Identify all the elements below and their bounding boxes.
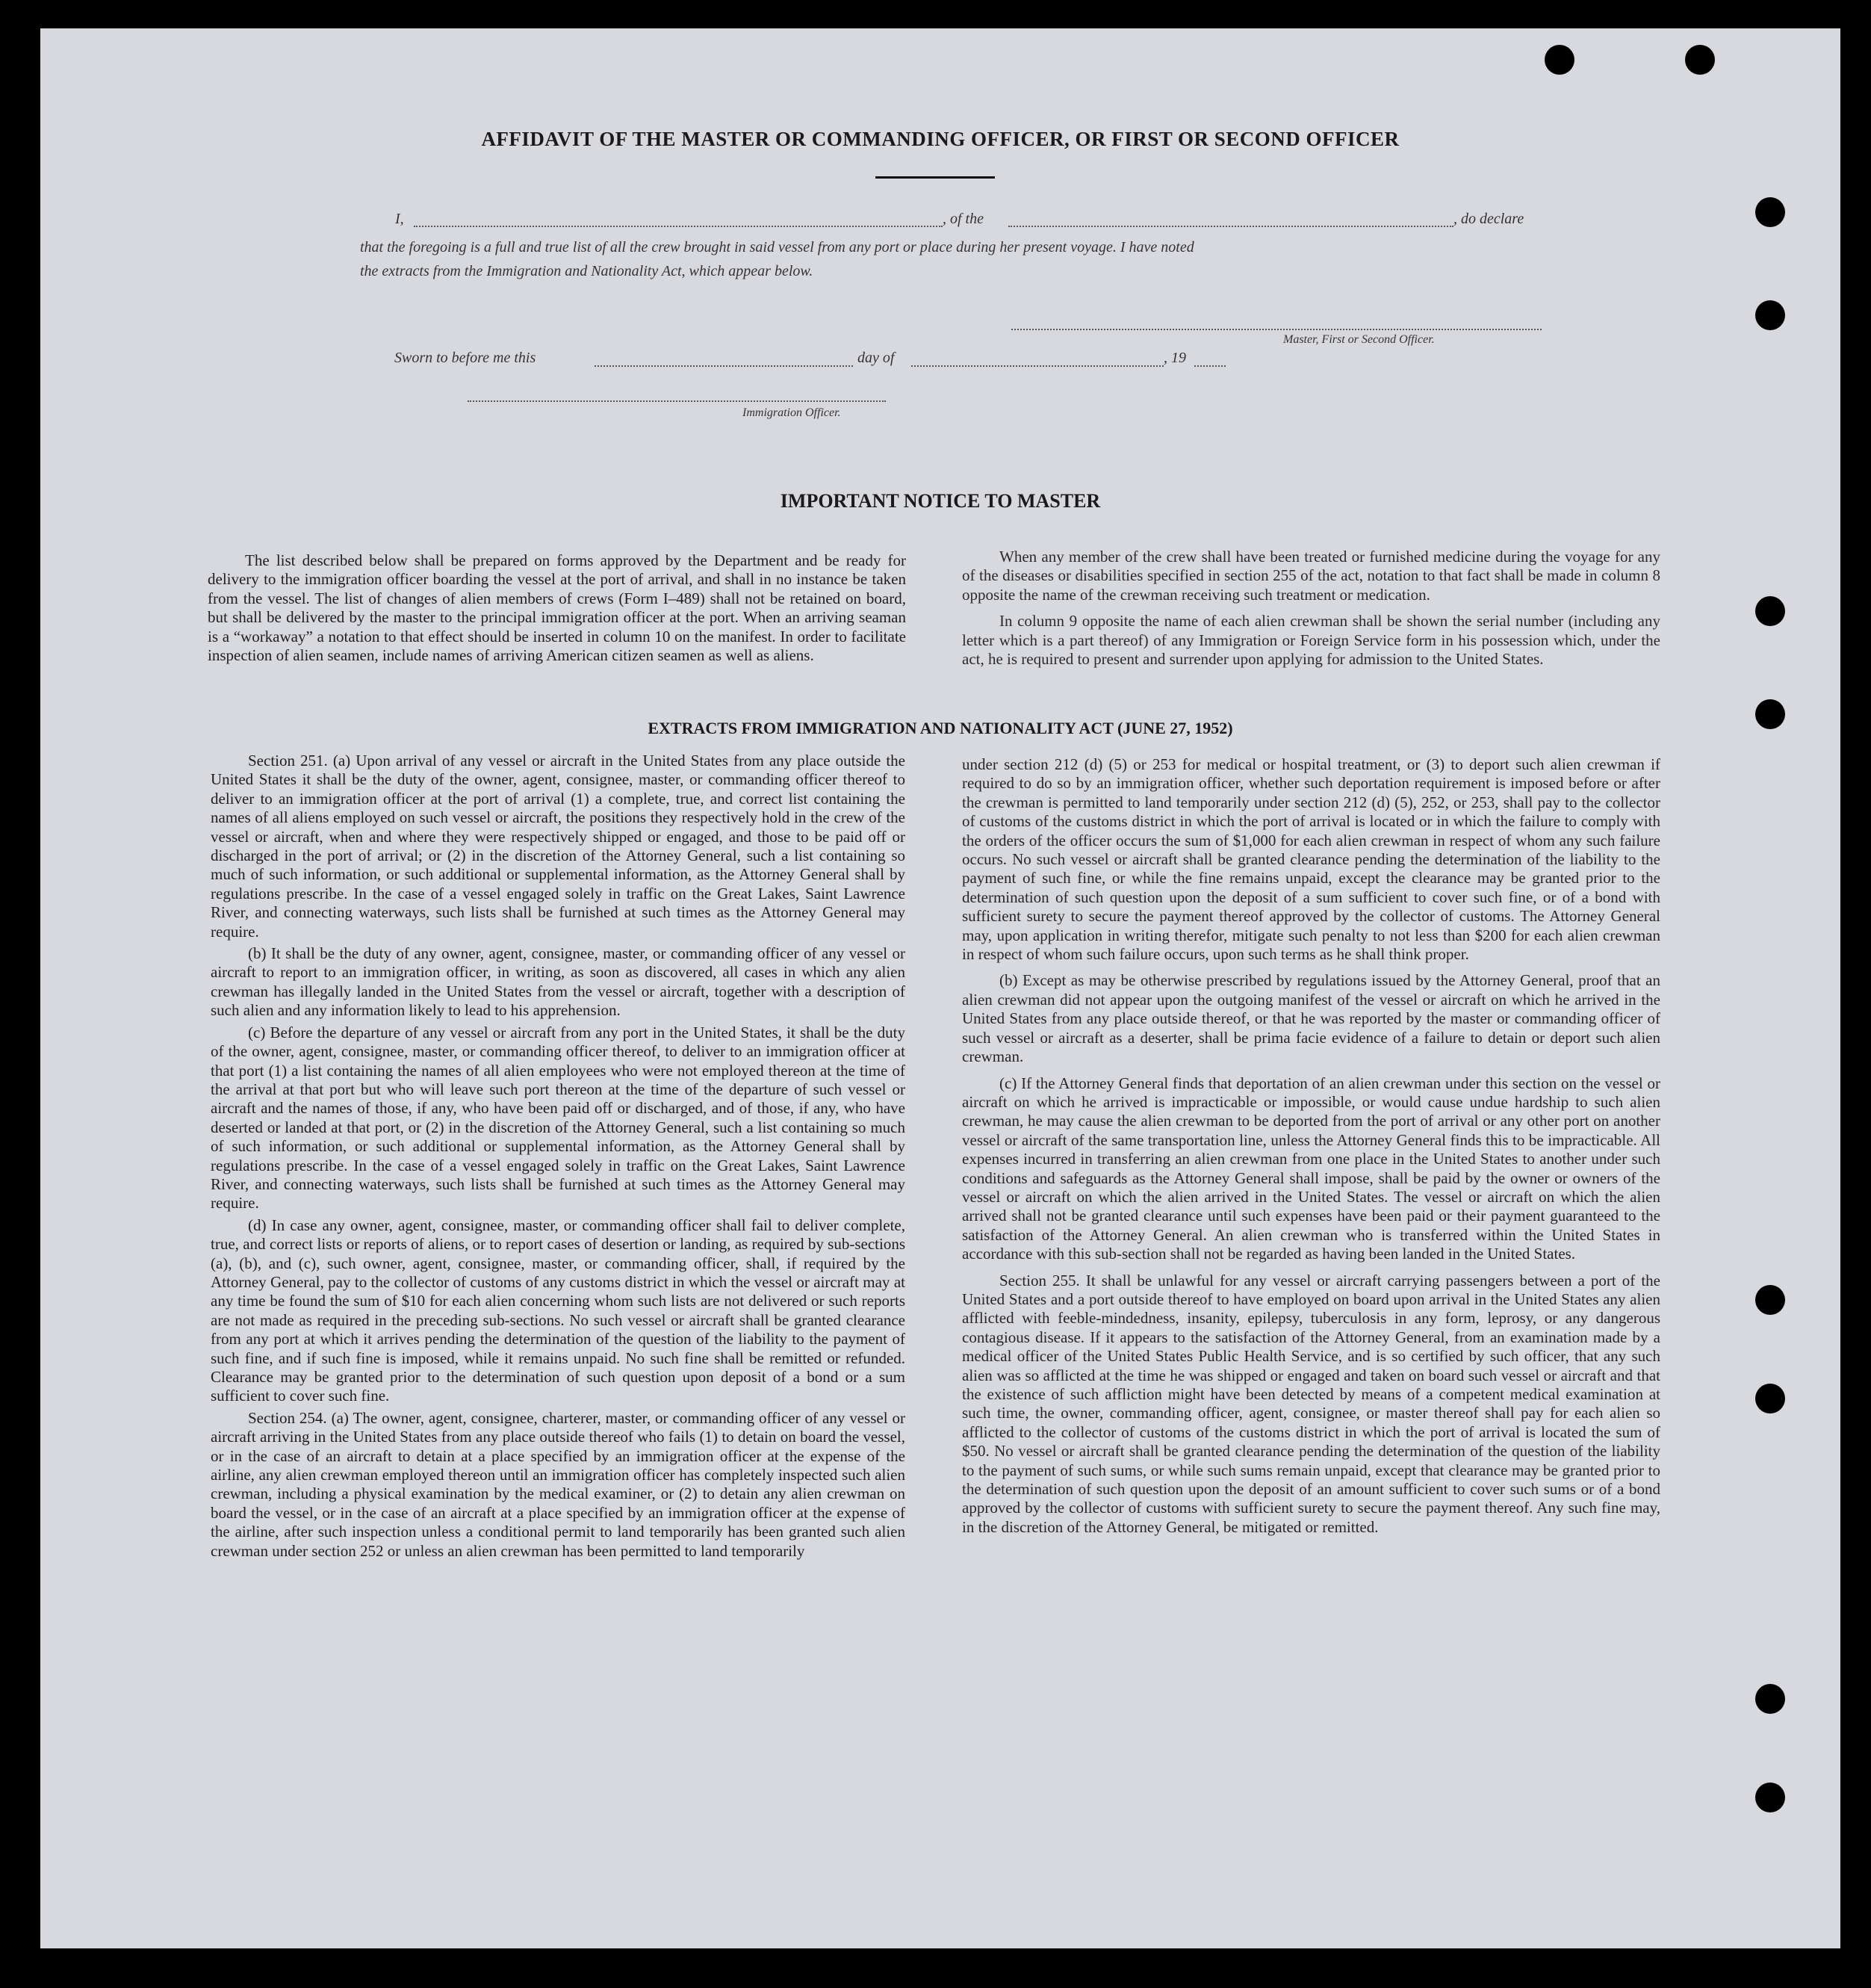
sworn-day-blank-line bbox=[595, 365, 853, 367]
name-blank-line bbox=[414, 226, 943, 227]
section-254-a-continued: under section 212 (d) (5) or 253 for medical or hospital treatment, or (3) to deport such alien crewman if required to do so by an immigration officer, whether such deportation requirement is imposed before or after the crewman is permitted to land temporarily under section 212 (d) (5), 252, or 253, shall pay to the collector of customs of the customs district in which the port of arrival is located or in which the failure to comply with the orders of the officer occurs the sum of $1,000 for each alien crewman in respect of whom any such failure occurs. No such vessel or aircraft shall be granted clearance pending the determination of the liability to the payment of such fine, or while the fine remains unpaid, except the clearance may be granted prior to the determination of such question upon the deposit of a sum sufficient to cover such fine, or of a bond with sufficient surety to secure the payment thereof approved by the collector of customs. The Attorney General may, upon application in writing therefor, mitigate such penalty to not less than $200 for each alien crewman in respect of whom such failure occurs, upon such terms as he shall think proper. bbox=[962, 755, 1660, 964]
section-254-b: (b) Except as may be otherwise prescribed by regulations issued by the Attorney General, proof that an alien crewman did not appear upon the outgoing manifest of the vessel or aircraft on which he arrived in the United States from any place outside thereof, or that he was reported by the master or commanding officer of such vessel or aircraft as a deserter, shall be prima facie evidence of a failure to detain or deport such alien crewman. bbox=[962, 971, 1660, 1066]
section-255: Section 255. It shall be unlawful for any vessel or aircraft carrying passengers between a port of the United States and a port outside thereof to have employed on board upon arrival in the United States any alien afflicted with feeble-mindedness, insanity, epilepsy, tuberculosis in any form, leprosy, or any dangerous contagious disease. If it appears to the satisfaction of the Attorney General, from an examination made by a medical officer of the United States Public Health Service, and is so certified by such officer, that any such alien was so afflicted at the time he was shipped or engaged and taken on board such vessel or aircraft and that the existence of such affliction might have been detected by means of a competent medical examination at such time, the owner, commanding officer, agent, consignee, or master thereof shall pay for each alien so afflicted to the collector of customs of the customs district in which the port of arrival is located the sum of $50. No vessel or aircraft shall be granted clearance pending the determination of the question of the liability to the payment of such sums, or while such sums remain unpaid, except that clearance may be granted prior to the determination of such question upon the deposit of an amount sufficient to cover such sums or of a bond approved by the collector of customs with sufficient surety to secure the payment thereof. Any such fine may, in the discretion of the Attorney General, be mitigated or remitted. bbox=[962, 1271, 1660, 1536]
day-of-label: day of bbox=[857, 350, 895, 366]
notice-title: IMPORTANT NOTICE TO MASTER bbox=[780, 490, 1101, 512]
affidavit-declaration-line-3: the extracts from the Immigration and Nationality Act, which appear below. bbox=[360, 263, 813, 279]
year-label: , 19 bbox=[1164, 350, 1186, 366]
section-254-a: Section 254. (a) The owner, agent, consignee, charterer, master, or commanding officer of any vessel or aircraft arriving in the United States from any place outside thereof who fails (1) to detain on board the vessel, or in the case of an aircraft to detain at a place specified by an immigration officer at the expense of the airline, any alien crewman employed thereon until an immigration officer has completely inspected such alien crewman, including a physical examination by the medical examiner, or (2) to detain any alien crewman on board the vessel, or in the case of an aircraft at a place specified by an immigration officer at the expense of the airline, after such inspection unless a conditional permit to land temporarily has been granted such alien crewman under section 252 or unless an alien crewman has been permitted to land temporarily bbox=[211, 1408, 905, 1560]
notice-right-column bbox=[962, 548, 1660, 672]
punch-hole bbox=[1685, 45, 1715, 75]
month-blank-line bbox=[911, 365, 1164, 367]
year-blank-line bbox=[1194, 365, 1226, 367]
sworn-label: Sworn to before me this bbox=[394, 350, 536, 366]
immigration-officer-caption: Immigration Officer. bbox=[742, 406, 841, 419]
section-251-a: Section 251. (a) Upon arrival of any vessel or aircraft in the United States from any place outside the United States it shall be the duty of the owner, agent, consignee, master, or commanding officer thereof to deliver to an immigration officer at the port of arrival (1) a complete, true, and correct list containing the names of all aliens employed on such vessel or aircraft, the positions they respectively hold in the crew of the vessel or aircraft, when and where they were respectively shipped or engaged, and those to be paid off or discharged in the port of arrival; or (2) in the discretion of the Attorney General, such a list containing so much of such information, or such additional or supplemental information, as the Attorney General shall by regulations prescribe. In the case of a vessel engaged solely in traffic on the Great Lakes, Saint Lawrence River, and connecting waterways, such lists shall be furnished at such times as the Attorney General may require. bbox=[211, 752, 905, 941]
extracts-left-column bbox=[211, 752, 905, 1564]
extracts-title: EXTRACTS FROM IMMIGRATION AND NATIONALITY ACT (JUNE 27, 1952) bbox=[648, 719, 1233, 737]
punch-hole bbox=[1755, 596, 1785, 626]
master-signature-line bbox=[1011, 329, 1542, 330]
notice-right-paragraph-1: When any member of the crew shall have been treated or furnished medicine during the voyage for any of the diseases or disabilities specified in section 255 of the act, notation to that fact shall be made in column 8 opposite the name of the crewman receiving such treatment or medication. bbox=[962, 548, 1660, 604]
affidavit-i-label: I, bbox=[395, 211, 404, 227]
notice-left-column bbox=[208, 551, 906, 668]
section-251-c: (c) Before the departure of any vessel or aircraft from any port in the United States, it shall be the duty of the owner, agent, consignee, master, or commanding officer thereof, to deliver to an immigration officer at that port (1) a list containing the names of all alien employees who were not employed thereon at the time of the arrival at that port but who will leave such port thereon at the time of the departure of such vessel or aircraft and the names of those, if any, who have been paid off or discharged, and of those, if any, who have deserted or landed at that port, or (2) in the discretion of the Attorney General, such a list containing so much of such information, or such additional or supplemental information, as the Attorney General shall by regulations prescribe. In the case of a vessel engaged solely in traffic on the Great Lakes, Saint Lawrence River, and connecting waterways, such lists shall be furnished at such times as the Attorney General may require. bbox=[211, 1023, 905, 1213]
section-254-c: (c) If the Attorney General finds that deportation of an alien crewman under this section on the vessel or aircraft on which he arrived is impracticable or impossible, or would cause undue hardship to such alien crewman, he may cause the alien crewman to be deported from the port of arrival or any other port on another vessel or aircraft of the same transportation line, unless the Attorney General finds this to be impracticable. All expenses incurred in transferring an alien crewman from one place in the United States to another under such conditions and safeguards as the Attorney General shall impose, shall be paid by the owner or owners of the vessel or aircraft on which the alien arrived in the United States. The vessel or aircraft on which the alien arrived shall not be granted clearance until such expenses have been paid or their payment guaranteed to the satisfaction of the Attorney General. An alien crewman who is transferred within the United States in accordance with this sub-section shall not be regarded as having been landed in the United States. bbox=[962, 1074, 1660, 1263]
of-the-label: , of the bbox=[943, 211, 984, 227]
section-251-d: (d) In case any owner, agent, consignee, master, or commanding officer shall fail to deliver complete, true, and correct lists or reports of aliens, or to report cases of desertion or landing, as required by sub-sections (a), (b), and (c), such owner, agent, consignee, master, or commanding officer, shall, if required by the Attorney General, pay to the collector of customs of any customs district in which the vessel or aircraft may at any time be found the sum of $10 for each alien concerning whom such lists are not delivered or such reports are not made as required in the preceding sub-sections. No such vessel or aircraft shall be granted clearance from any port at which it arrives pending the determination of the question of the liability to the payment of such fine, and if such fine is imposed, while it remains unpaid. No such fine shall be remitted or refunded. Clearance may be granted prior to the determination of such question upon deposit of a bond or a sum sufficient to cover such fine. bbox=[211, 1216, 905, 1405]
section-251-b: (b) It shall be the duty of any owner, agent, consignee, master, or commanding officer of any vessel or aircraft to report to an immigration officer, in writing, as soon as discovered, all cases in which any alien crewman has illegally landed in the United States from the vessel or aircraft, together with a description of such alien and any information likely to lead to his apprehension. bbox=[211, 944, 905, 1020]
notice-right-paragraph-2: In column 9 opposite the name of each alien crewman shall be shown the serial number (including any letter which is a part thereof) of any Immigration or Foreign Service form in his possession which, under the act, he is required to present and surrender upon applying for admission to the United States. bbox=[962, 612, 1660, 669]
vessel-blank-line bbox=[1008, 226, 1453, 227]
immigration-officer-signature-line bbox=[468, 400, 886, 402]
punch-hole bbox=[1545, 45, 1574, 75]
punch-hole bbox=[1755, 197, 1785, 227]
affidavit-declaration-line-2: that the foregoing is a full and true list of all the crew brought in said vessel from any port or place during her present voyage. I have noted bbox=[360, 239, 1194, 256]
punch-hole bbox=[1755, 1684, 1785, 1714]
affidavit-title: AFFIDAVIT OF THE MASTER OR COMMANDING OFFICER, OR FIRST OR SECOND OFFICER bbox=[481, 128, 1400, 150]
title-divider bbox=[875, 176, 995, 179]
do-declare-label: , do declare bbox=[1453, 211, 1524, 227]
notice-left-paragraph: The list described below shall be prepared on forms approved by the Department and be ready for delivery to the immigration officer boarding the vessel at the port of arrival, and shall in no instance be taken from the vessel. The list of changes of alien members of crews (Form I–489) shall not be retained on board, but shall be delivered by the master to the principal immigration officer at the port. When an arriving seaman is a “workaway” a notation to that effect should be inserted in column 10 on the manifest. In order to facilitate inspection of alien seamen, include names of arriving American citizen seamen as well as aliens. bbox=[208, 551, 906, 665]
punch-hole bbox=[1755, 1783, 1785, 1812]
punch-hole bbox=[1755, 300, 1785, 330]
punch-hole bbox=[1755, 1384, 1785, 1413]
extracts-right-column bbox=[962, 755, 1660, 1540]
punch-hole bbox=[1755, 1285, 1785, 1315]
document-page bbox=[40, 28, 1840, 1948]
master-signature-caption: Master, First or Second Officer. bbox=[1283, 333, 1435, 346]
